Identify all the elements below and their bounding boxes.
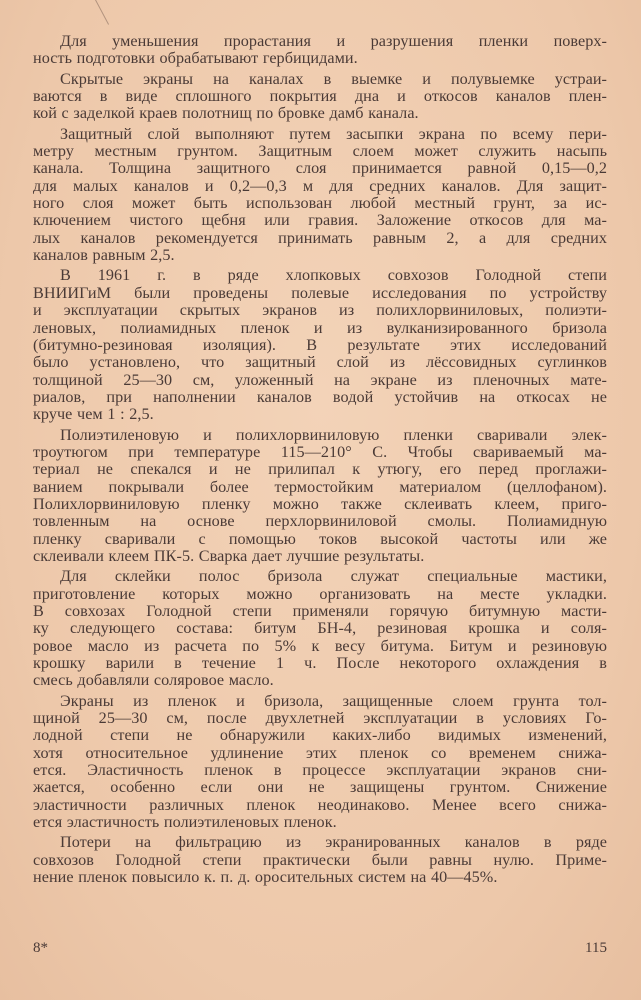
text-line: Полихлорвиниловую пленку можно также склеивать клеем, приго-	[33, 494, 607, 513]
page-crease-mark	[95, 0, 109, 25]
text-line: ность подготовки обрабатывают гербицидами.	[33, 49, 358, 68]
text-line: лодной степи не обнаружили каких-либо видимых изменений,	[33, 726, 607, 745]
text-line: Потери на фильтрацию из экранированных каналов в ряде	[60, 833, 607, 852]
text-line: ку следующего состава: битум БН-4, резиновая крошка и соля-	[33, 619, 607, 638]
text-line: (битумно-резиновая изоляция). В результате этих исследований	[33, 335, 607, 354]
paragraph	[33, 693, 607, 832]
text-line: склеивали клеем ПК-5. Сварка дает лучшие результаты.	[33, 546, 425, 565]
page-number: 115	[585, 940, 607, 956]
text-line: териал не спекался и не прилипал к утюгу, его перед проглажи-	[33, 460, 607, 479]
text-line: пленку сваривали с помощью токов высокой частоты или же	[33, 529, 607, 548]
text-line: было установлено, что защитный слой из лёссовидных суглинков	[33, 353, 607, 372]
text-line: хотя относительное удлинение этих пленок со временем снижа-	[33, 743, 607, 762]
text-line: нение пленок повысило к. п. д. оросительных систем на 40—45%.	[33, 868, 498, 887]
text-line: В совхозах Голодной степи применяли горячую битумную масти-	[33, 602, 607, 620]
paragraph	[33, 267, 607, 423]
text-line: для малых каналов и 0,2—0,3 м для средних каналов. Для защит-	[33, 176, 607, 195]
paragraph	[33, 126, 607, 265]
text-line: ного слоя может быть использован любой местный грунт, за ис-	[33, 194, 607, 213]
text-line: троутюгом при температуре 115—210° С. Чтобы свариваемый ма-	[33, 442, 607, 461]
text-line: леновых, полиамидных пленок и из вулканизированного бризола	[33, 318, 607, 337]
text-line: В 1961 г. в ряде хлопковых совхозов Голодной степи	[60, 266, 607, 285]
book-page-body	[33, 33, 607, 887]
text-line: ванием покрывали более термостойким материалом (целлофаном).	[33, 477, 607, 496]
text-line: ВНИИГиМ были проведены полевые исследования по устройству	[33, 283, 607, 302]
text-line: каналов равным 2,5.	[33, 246, 175, 265]
text-line: Для уменьшения прорастания и разрушения пленки поверх-	[60, 32, 607, 50]
text-line: и эксплуатации скрытых экранов из полихлорвиниловых, полиэти-	[33, 301, 607, 320]
text-line: Экраны из пленок и бризола, защищенные слоем грунта тол-	[60, 691, 607, 710]
text-line: ровое масло из расчета по 5% к весу битума. Битум и резиновую	[33, 636, 607, 655]
text-line: эластичности различных пленок неодинаково. Менее всего снижа-	[33, 795, 607, 814]
text-line: крошку варили в течение 1 ч. После некоторого охлаждения в	[33, 654, 607, 673]
text-line: риалов, при наполнении каналов водой устойчив на откосах не	[33, 387, 607, 406]
text-line: жается, особенно если они не защищены грунтом. Снижение	[33, 778, 607, 797]
text-line: круче чем 1 : 2,5.	[33, 405, 154, 424]
text-line: лых каналов рекомендуется принимать равным 2, а для средних	[33, 228, 607, 247]
paragraph	[33, 427, 607, 566]
text-line: товленным на основе перхлорвиниловой смолы. Полиамидную	[33, 512, 607, 531]
text-line: Скрытые экраны на каналах в выемке и полувыемке устраи-	[60, 69, 607, 88]
text-line: совхозов Голодной степи практически были равны нулю. Приме-	[33, 850, 607, 869]
text-line: метру местным грунтом. Защитным слоем может служить насыпь	[33, 142, 607, 161]
text-line: Для склейки полос бризола служат специальные мастики,	[60, 567, 607, 586]
text-line: ется. Эластичность пленок в процессе эксплуатации экранов сни-	[33, 761, 607, 780]
text-line: толщиной 25—30 см, уложенный на экране из пленочных мате-	[33, 370, 607, 389]
text-line: щиной 25—30 см, после двухлетней эксплуатации в условиях Го-	[33, 709, 607, 728]
paragraph	[33, 834, 607, 886]
text-line: смесь добавляли соляровое масло.	[33, 671, 274, 690]
paragraph	[33, 568, 607, 689]
text-line: ется эластичность полиэтиленовых пленок.	[33, 813, 337, 832]
text-line: ваются в виде сплошного покрытия дна и откосов каналов плен-	[33, 87, 607, 106]
paragraph	[33, 33, 607, 68]
text-line: ключением чистого щебня или гравия. Заложение откосов для ма-	[33, 211, 607, 230]
text-line: кой с заделкой краев полотнищ по бровке дамб канала.	[33, 104, 419, 123]
text-line: Полиэтиленовую и полихлорвиниловую пленки сваривали элек-	[60, 425, 607, 444]
text-line: канала. Толщина защитного слоя принимается равной 0,15—0,2	[33, 159, 607, 178]
printer-signature-mark: 8*	[33, 940, 48, 956]
text-line: Защитный слой выполняют путем засыпки экрана по всему пери-	[60, 124, 607, 143]
paragraph	[33, 71, 607, 123]
text-line: приготовление которых можно организовать на месте укладки.	[33, 584, 607, 603]
